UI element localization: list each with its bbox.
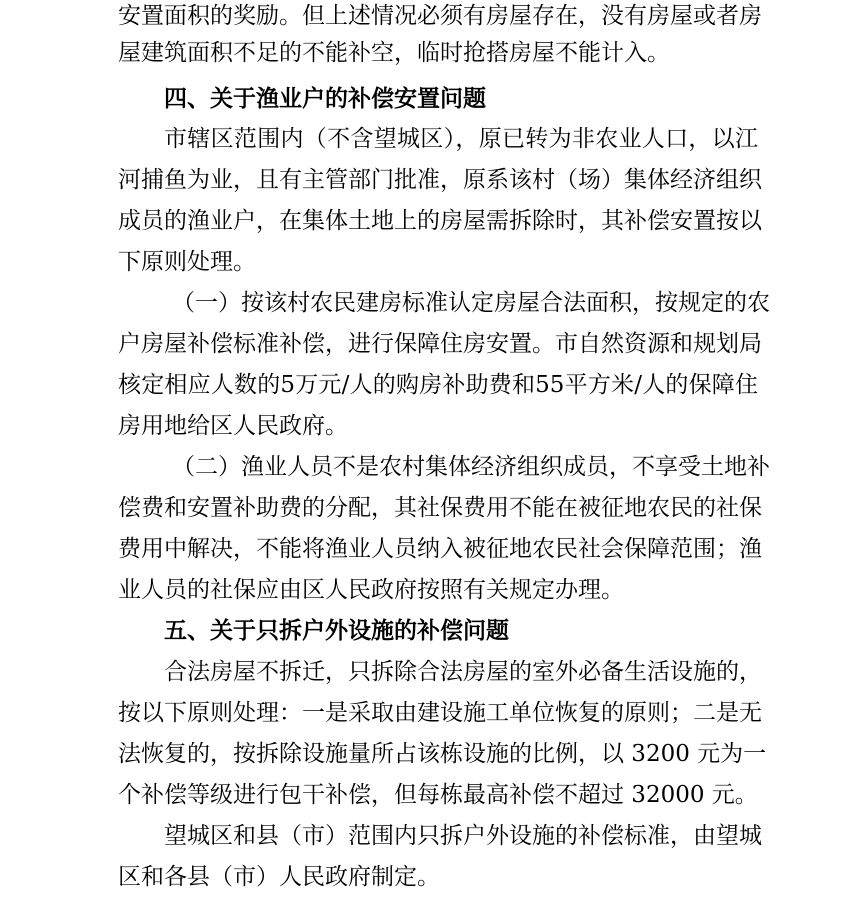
paragraph-line: 合法房屋不拆迁，只拆除合法房屋的室外必备生活设施的，	[164, 659, 762, 685]
paragraph-line: 偿费和安置补助费的分配，其社保费用不能在被征地农民的社保	[118, 495, 762, 521]
paragraph-line: 区和各县（市）人民政府制定。	[118, 864, 440, 890]
paragraph-line: 核定相应人数的5万元/人的购房补助费和55平方米/人的保障住	[118, 372, 758, 398]
paragraph-line: 市辖区范围内（不含望城区），原已转为非农业人口，以江	[164, 126, 758, 152]
paragraph-line: 房用地给区人民政府。	[118, 413, 348, 439]
paragraph-line: （一）按该村农民建房标准认定房屋合法面积，按规定的农	[172, 290, 770, 316]
section-heading-5: 五、关于只拆户外设施的补偿问题	[164, 618, 509, 644]
paragraph-line: （二）渔业人员不是农村集体经济组织成员，不享受土地补	[172, 454, 770, 480]
paragraph-line: 个补偿等级进行包干补偿，但每栋最高补偿不超过 32000 元。	[118, 782, 758, 808]
section-heading-4: 四、关于渔业户的补偿安置问题	[164, 86, 486, 112]
paragraph-line: 安置面积的奖励。但上述情况必须有房屋存在，没有房屋或者房	[118, 3, 762, 29]
paragraph-line: 按以下原则处理：一是采取由建设施工单位恢复的原则；二是无	[118, 700, 762, 726]
paragraph-line: 法恢复的，按拆除设施量所占该栋设施的比例，以 3200 元为一	[118, 741, 767, 767]
paragraph-line: 望城区和县（市）范围内只拆户外设施的补偿标准，由望城	[164, 823, 762, 849]
paragraph-line: 业人员的社保应由区人民政府按照有关规定办理。	[118, 577, 624, 603]
paragraph-line: 河捕鱼为业，且有主管部门批准，原系该村（场）集体经济组织	[118, 167, 762, 193]
paragraph-line: 户房屋补偿标准补偿，进行保障住房安置。市自然资源和规划局	[118, 331, 762, 357]
paragraph-line: 屋建筑面积不足的不能补空，临时抢搭房屋不能计入。	[118, 40, 670, 66]
paragraph-line: 成员的渔业户，在集体土地上的房屋需拆除时，其补偿安置按以	[118, 208, 762, 234]
paragraph-line: 下原则处理。	[118, 249, 256, 275]
paragraph-line: 费用中解决，不能将渔业人员纳入被征地农民社会保障范围；渔	[118, 536, 762, 562]
